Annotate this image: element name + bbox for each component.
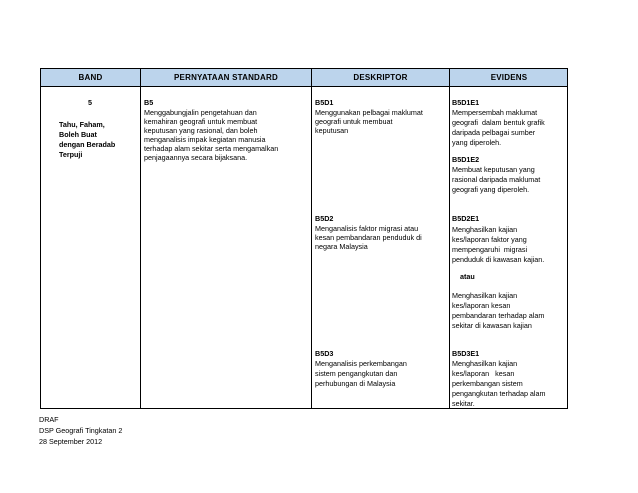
deskriptor-line: geografi untuk membuat: [315, 117, 393, 126]
table-header: [41, 69, 567, 87]
evidens-line: Membuat keputusan yang: [452, 165, 535, 174]
evidens-atau: atau: [460, 272, 475, 281]
standard-line: penjagaannya secara bijaksana.: [144, 153, 248, 162]
standard-code: B5: [144, 98, 154, 107]
evidens-line: Mempersembah maklumat: [452, 108, 538, 117]
evidens-line: Menghasilkan kajian: [452, 359, 518, 368]
header-band: BAND: [78, 73, 103, 82]
evidens-line: rasional daripada maklumat: [452, 175, 541, 184]
evidens-line: geografi yang diperoleh.: [452, 185, 530, 194]
evidens-line: mempengaruhi migrasi: [452, 245, 528, 254]
column-divider: [311, 69, 312, 408]
deskriptor-code: B5D3: [315, 349, 334, 358]
standard-line: Menggabungjalin pengetahuan dan: [144, 108, 257, 117]
column-divider: [449, 69, 450, 408]
evidens-line: Menghasilkan kajian: [452, 225, 518, 234]
deskriptor-line: kesan pembandaran penduduk di: [315, 233, 422, 242]
evidens-code: B5D3E1: [452, 349, 480, 358]
deskriptor-line: Menganalisis faktor migrasi atau: [315, 224, 419, 233]
evidens-line: kes/laporan kesan: [452, 369, 515, 378]
deskriptor-line: Menggunakan pelbagai maklumat: [315, 108, 423, 117]
deskriptor-code: B5D1: [315, 98, 334, 107]
evidens-code: B5D1E2: [452, 155, 480, 164]
band-line: Tahu, Faham,: [59, 120, 105, 129]
deskriptor-line: sistem pengangkutan dan: [315, 369, 398, 378]
evidens-line: geografi dalam bentuk grafik: [452, 118, 545, 127]
band-line: dengan Beradab: [59, 140, 116, 149]
deskriptor-line: keputusan: [315, 126, 349, 135]
header-standard: PERNYATAAN STANDARD: [174, 73, 278, 82]
evidens-line: sekitar.: [452, 399, 475, 408]
evidens-code: B5D1E1: [452, 98, 480, 107]
evidens-line: kes/laporan kesan: [452, 301, 511, 310]
deskriptor-line: negara Malaysia: [315, 242, 368, 251]
standard-table: [40, 68, 568, 409]
band-line: Boleh Buat: [59, 130, 97, 139]
evidens-line: perkembangan sistem: [452, 379, 523, 388]
band-line: Terpuji: [59, 150, 83, 159]
footer-document: DSP Geografi Tingkatan 2: [39, 426, 123, 435]
standard-line: terhadap alam sekitar serta mengamalkan: [144, 144, 279, 153]
evidens-line: Menghasilkan kajian: [452, 291, 518, 300]
deskriptor-code: B5D2: [315, 214, 334, 223]
column-divider: [140, 69, 141, 408]
evidens-line: penduduk di kawasan kajian.: [452, 255, 545, 264]
evidens-line: pembandaran terhadap alam: [452, 311, 545, 320]
standard-line: keputusan yang rasional, dan boleh: [144, 126, 258, 135]
evidens-line: kes/laporan faktor yang: [452, 235, 527, 244]
evidens-line: daripada pelbagai sumber: [452, 128, 536, 137]
standard-line: kemahiran geografi untuk membuat: [144, 117, 258, 126]
evidens-line: pengangkutan terhadap alam: [452, 389, 546, 398]
header-deskriptor: DESKRIPTOR: [353, 73, 408, 82]
deskriptor-line: perhubungan di Malaysia: [315, 379, 396, 388]
header-evidens: EVIDENS: [490, 73, 528, 82]
footer-date: 28 September 2012: [39, 437, 103, 446]
evidens-line: sekitar di kawasan kajian: [452, 321, 532, 330]
standard-line: menganalisis impak kegiatan manusia: [144, 135, 266, 144]
deskriptor-line: Menganalisis perkembangan: [315, 359, 407, 368]
footer-draft: DRAF: [39, 415, 59, 424]
evidens-line: yang diperoleh.: [452, 138, 502, 147]
evidens-code: B5D2E1: [452, 214, 480, 223]
band-number: 5: [88, 98, 92, 107]
